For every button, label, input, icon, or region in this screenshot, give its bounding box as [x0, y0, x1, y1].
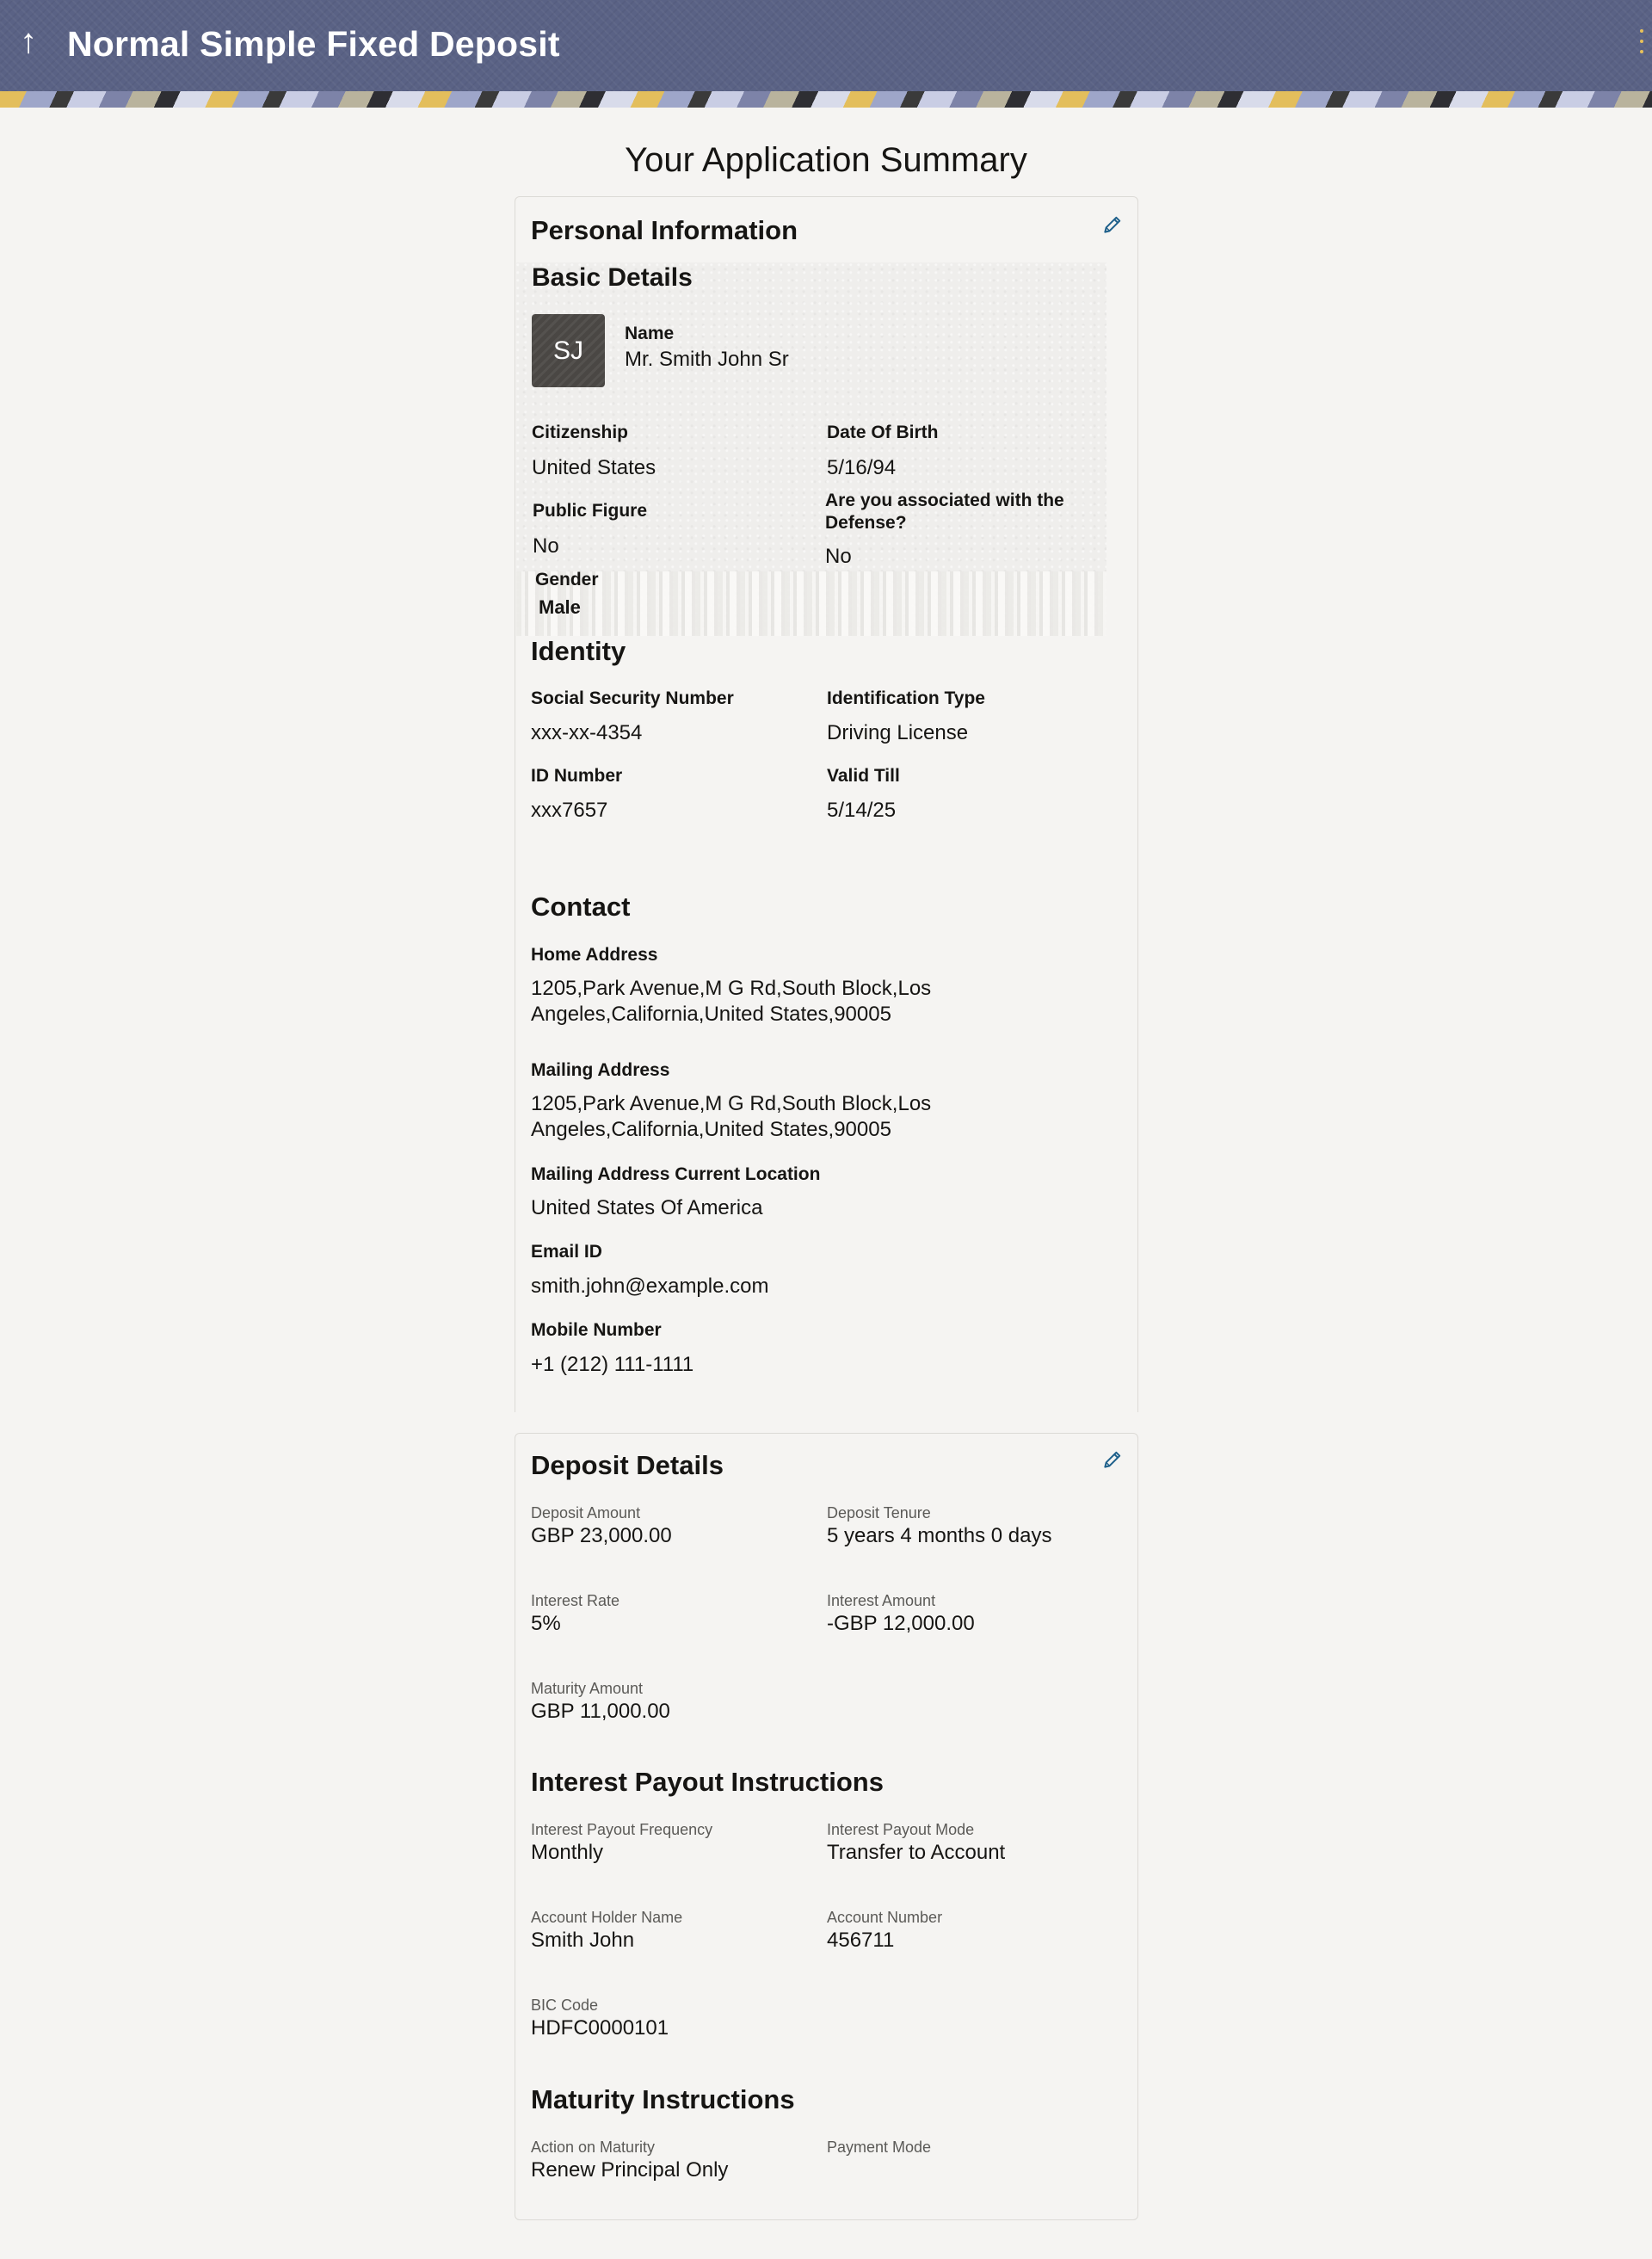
- payout-mode-label: Interest Payout Mode: [827, 1821, 975, 1838]
- home-address-line2: Angeles,California,United States,90005: [531, 1003, 891, 1026]
- home-address-line1: 1205,Park Avenue,M G Rd,South Block,Los: [531, 977, 932, 1000]
- account-number-value: 456711: [827, 1929, 895, 1952]
- app-header: [0, 0, 1652, 108]
- deposit-details-title: Deposit Details: [531, 1450, 724, 1480]
- home-address-label: Home Address: [531, 945, 658, 965]
- maturity-amount-value: GBP 11,000.00: [531, 1700, 670, 1723]
- identification-type-label: Identification Type: [827, 688, 985, 708]
- defense-association-value: No: [825, 545, 852, 568]
- date-of-birth-value: 5/16/94: [827, 456, 897, 479]
- citizenship-label: Citizenship: [532, 423, 629, 442]
- name-label: Name: [625, 324, 675, 343]
- action-on-maturity-value: Renew Principal Only: [531, 2158, 729, 2182]
- valid-till-value: 5/14/25: [827, 799, 897, 822]
- maturity-amount-label: Maturity Amount: [531, 1680, 644, 1697]
- basic-details-texture: [516, 571, 1106, 636]
- bic-code-label: BIC Code: [531, 1997, 599, 2014]
- deposit-amount-label: Deposit Amount: [531, 1504, 641, 1521]
- deposit-tenure-value: 5 years 4 months 0 days: [827, 1524, 1052, 1547]
- ssn-value: xxx-xx-4354: [531, 721, 643, 744]
- mailing-address-line1: 1205,Park Avenue,M G Rd,South Block,Los: [531, 1092, 932, 1115]
- interest-rate-value: 5%: [531, 1612, 561, 1635]
- public-figure-label: Public Figure: [533, 501, 648, 521]
- interest-amount-value: -GBP 12,000.00: [827, 1612, 975, 1635]
- payout-frequency-label: Interest Payout Frequency: [531, 1821, 713, 1838]
- date-of-birth-label: Date Of Birth: [827, 423, 939, 442]
- avatar: SJ: [532, 314, 605, 387]
- basic-details-title: Basic Details: [532, 263, 693, 292]
- maturity-instructions-title: Maturity Instructions: [531, 2084, 795, 2114]
- public-figure-value: No: [533, 534, 559, 558]
- mailing-address-line2: Angeles,California,United States,90005: [531, 1118, 891, 1141]
- payout-frequency-value: Monthly: [531, 1841, 604, 1864]
- page-title: Normal Simple Fixed Deposit: [67, 24, 560, 64]
- action-on-maturity-label: Action on Maturity: [531, 2139, 656, 2156]
- personal-information-card: [515, 196, 1138, 1412]
- mailing-address-label: Mailing Address: [531, 1060, 670, 1080]
- personal-information-title: Personal Information: [531, 215, 798, 245]
- deposit-details-card: [515, 1433, 1138, 2220]
- pencil-icon[interactable]: [1101, 213, 1124, 236]
- bic-code-value: HDFC0000101: [531, 2016, 669, 2040]
- arrow-up-icon[interactable]: ↑: [20, 22, 37, 60]
- pencil-icon[interactable]: [1101, 1448, 1124, 1471]
- deposit-amount-value: GBP 23,000.00: [531, 1524, 672, 1547]
- summary-title: Your Application Summary: [625, 141, 1027, 179]
- citizenship-value: United States: [532, 456, 656, 479]
- kebab-menu-icon[interactable]: [1638, 29, 1645, 53]
- identity-title: Identity: [531, 636, 626, 666]
- gender-label: Gender: [535, 570, 599, 589]
- mobile-number-value: +1 (212) 111-1111: [531, 1353, 694, 1376]
- id-number-label: ID Number: [531, 766, 623, 786]
- name-value: Mr. Smith John Sr: [625, 348, 789, 371]
- account-number-label: Account Number: [827, 1909, 943, 1926]
- interest-payout-title: Interest Payout Instructions: [531, 1767, 884, 1797]
- interest-amount-label: Interest Amount: [827, 1592, 936, 1609]
- ssn-label: Social Security Number: [531, 688, 734, 708]
- interest-rate-label: Interest Rate: [531, 1592, 620, 1609]
- id-number-value: xxx7657: [531, 799, 608, 822]
- identification-type-value: Driving License: [827, 721, 969, 744]
- valid-till-label: Valid Till: [827, 766, 900, 786]
- mailing-location-label: Mailing Address Current Location: [531, 1164, 821, 1184]
- deposit-tenure-label: Deposit Tenure: [827, 1504, 931, 1521]
- defense-association-label: Are you associated with the Defense?: [825, 491, 1064, 533]
- account-holder-label: Account Holder Name: [531, 1909, 683, 1926]
- payout-mode-value: Transfer to Account: [827, 1841, 1006, 1864]
- email-label: Email ID: [531, 1242, 602, 1262]
- contact-title: Contact: [531, 892, 631, 922]
- mailing-location-value: United States Of America: [531, 1196, 763, 1219]
- account-holder-value: Smith John: [531, 1929, 635, 1952]
- header-decorative-strip: [0, 91, 1652, 108]
- payment-mode-label: Payment Mode: [827, 2139, 932, 2156]
- gender-value: Male: [539, 596, 581, 618]
- email-value: smith.john@example.com: [531, 1275, 769, 1298]
- mobile-number-label: Mobile Number: [531, 1320, 662, 1340]
